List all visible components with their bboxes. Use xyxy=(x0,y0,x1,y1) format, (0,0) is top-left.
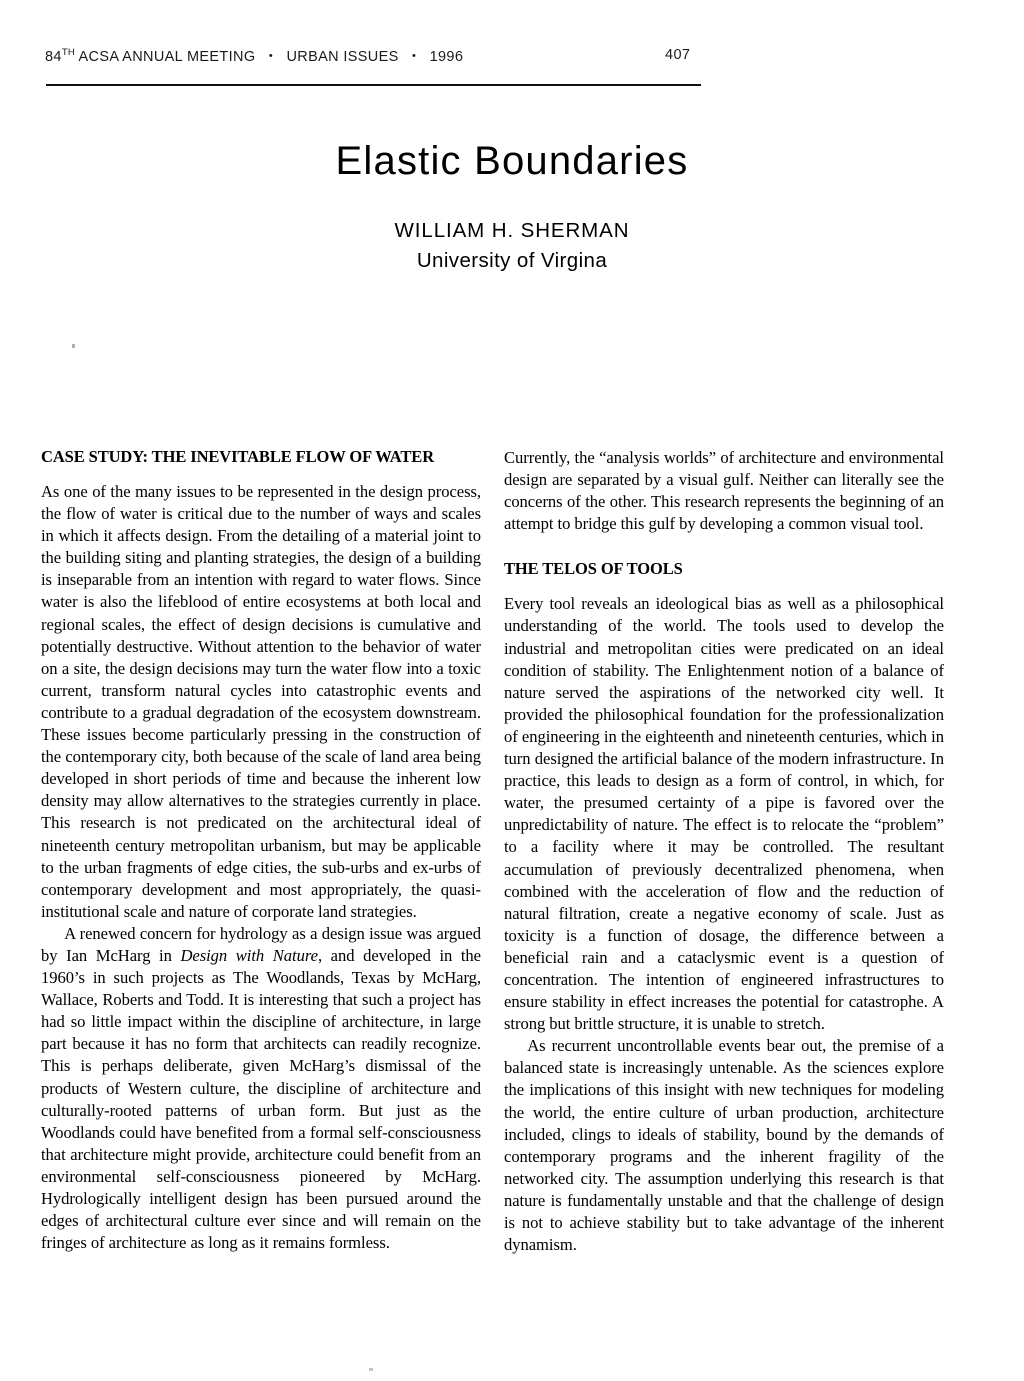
paragraph: Currently, the “analysis worlds” of architecture and environmental design are separated by a visual gulf. Neither can literally see the concerns of the other. This research represents the beginning of an attempt to bridge this gulf by developing a common visual tool. xyxy=(504,448,944,534)
header-separator-1: • xyxy=(268,49,274,62)
conference-theme: URBAN ISSUES xyxy=(286,48,399,65)
paragraph xyxy=(41,923,481,1254)
meeting-number: 84 xyxy=(45,48,62,65)
author-name: WILLIAM H. SHERMAN xyxy=(394,219,630,242)
column-left xyxy=(41,447,481,1254)
meeting-ordinal-suffix: TH xyxy=(61,47,75,58)
byline xyxy=(0,216,1024,276)
paragraph: As one of the many issues to be represented in the design process, the flow of water is critical due to the number of ways and scales in which it affects design. From the detailing of a material joint to the building siting and planting strategies, the design of a building is inseparable from an intention with regard to water flows. Since water is also the lifeblood of entire ecosystems at both local and regional scales, the effect of design decisions is cumulative and potentially destructive. Without attention to the behavior of water on a site, the design decisions may turn the water flow into a toxic current, transform natural cycles into catastrophic events and contribute to a gradual degradation of the ecosystem downstream. These issues become particularly pressing in the construction of the contemporary city, both because of the scale of land area being developed in short periods of time and because the inherent low density may allow alternatives to the strategies currently in place. This research is not predicated on the architectural ideal of nineteenth century metropolitan urbanism, but may be applicable to the urban fragments of edge cities, the sub-urbs and ex-urbs of contemporary development and most appropriately, the quasi-institutional scale and nature of corporate land strategies. xyxy=(41,482,481,921)
running-header xyxy=(45,47,705,69)
header-rule xyxy=(46,84,701,86)
paragraph: Every tool reveals an ideological bias as well as a philosophical understanding of the world. The tools used to develop the industrial and metropolitan cities were predicated on an ideal condition of stability. The Enlightenment notion of a balance of nature served the aspirations of the networked city well. It provided the philosophical foundation for the professionalization of engineering in the eighteenth and nineteenth centuries, which in turn designed the artificial balance of the modern infrastructure. In practice, this leads to design as a form of control, in which, for water, the presumed certainty of a pipe is favored over the unpredictability of nature. The effect is to relocate the “problem” to a facility where it may be controlled. The resultant accumulation of previously decentralized phenomena, when combined with the acceleration of flow and the reduction of natural filtration, create a negative economy of scale. Just as toxicity is a function of dosage, the difference between a beneficial rain and a cataclysmic event is a question of concentration. The intention of engineered infrastructures to ensure stability in effect increases the potential for catastrophe. A strong but brittle structure, it is unable to stretch. xyxy=(504,594,944,1034)
page-number: 407 xyxy=(665,47,691,63)
paragraph: As recurrent uncontrollable events bear out, the premise of a balanced state is increasingly untenable. As the sciences explore the implications of this insight with new techniques for modeling the world, the entire culture of urban production, architecture included, clings to ideals of stability, bound by the demands of contemporary programs and the inherent fragility of the networked city. The assumption underlying this research is that nature is fundamentally unstable and that the challenge of design is not to achieve stability but to take advantage of the inherent dynamism. xyxy=(504,1036,944,1255)
conference-name: ACSA ANNUAL MEETING xyxy=(78,48,256,65)
paragraph-text-part: , and developed in the 1960’s in such projects as The Woodlands, Texas by McHarg, Wallace, Roberts and Todd. It is interesting that such a project has had so little impact within the discipline of architecture, in large part because it has no form that architects can readily recognize. This is perhaps deliberate, given McHarg’s dismissal of the products of Western culture, the discipline of architecture and culturally-rooted patterns of urban form. But just as the Woodlands could have benefited from a formal self-consciousness that architecture might provide, architecture could benefit from an environmental self-consciousness pioneered by McHarg. Hydrologically intelligent design has been pursued around the edges of architectural culture ever since and will remain on the fringes of architecture as long as it remains formless. xyxy=(41,945,481,1253)
header-separator-2: • xyxy=(412,49,417,62)
section-heading-telos-of-tools: THE TELOS OF TOOLS xyxy=(504,559,683,579)
section-heading-case-study: CASE STUDY: THE INEVITABLE FLOW OF WATER xyxy=(41,447,435,466)
scan-speck xyxy=(369,1368,373,1371)
column-right xyxy=(504,447,944,1256)
scan-speck xyxy=(72,344,75,348)
paragraph-text-part: A renewed concern for hydrology as a design issue was argued by Ian McHarg in xyxy=(41,923,481,965)
author-affiliation: University of Virgina xyxy=(416,249,608,272)
conference-year: 1996 xyxy=(429,48,464,65)
page-title: Elastic Boundaries xyxy=(335,138,689,183)
book-title-italic: Design with Nature xyxy=(180,945,318,965)
